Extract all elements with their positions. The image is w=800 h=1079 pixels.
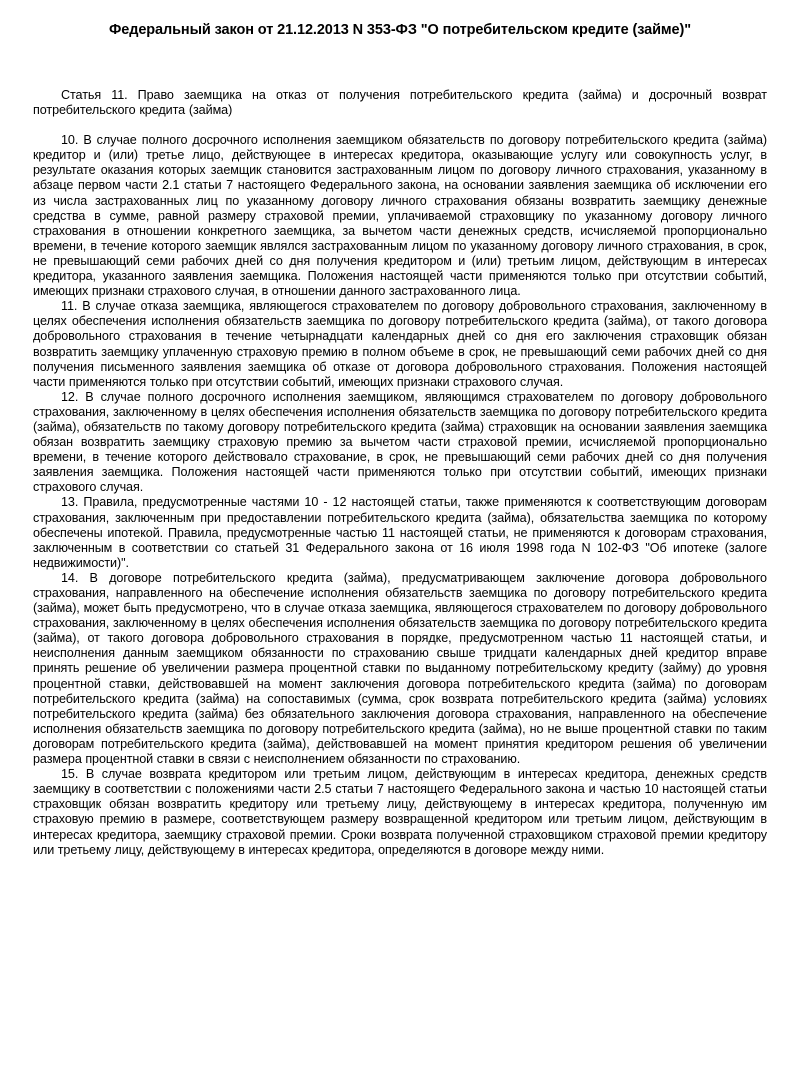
document-body (0, 88, 800, 858)
paragraph-15: 15. В случае возврата кредитором или третьим лицом, действующим в интересах кредитора, денежных средств заемщику в соответствии с положениями части 2.5 статьи 7 настоящего Федерального закона и частью 10 настоящей статьи страховщик обязан возвратить кредитору или третьему лицу, действующему в интересах кредитора, полученную им страховую премию в размере, соответствующем размеру возвращенной кредитором или третьим лицом, действующим в интересах кредитора, заемщику страховой премии. Сроки возврата полученной страховщиком страховой премии кредитору или третьему лицу, действующему в интересах кредитора, определяются в договоре между ними. (33, 767, 767, 857)
paragraph-14: 14. В договоре потребительского кредита (займа), предусматривающем заключение договора добровольного страхования, направленного на обеспечение исполнения обязательств заемщика по договору потребительского кредита (займа), может быть предусмотрено, что в случае отказа заемщика, являющегося страхователем по договору добровольного страхования, заключенному в целях обеспечения исполнения обязательств заемщика по договору потребительского кредита (займа), от такого договора добровольного страхования в порядке, предусмотренном частью 11 настоящей статьи, и неисполнения данным заемщиком обязанности по страхованию свыше тридцати календарных дней кредитор вправе принять решение об увеличении размера процентной ставки по выданному потребительскому кредиту (займу) до уровня процентной ставки, действовавшей на момент заключения договора потребительского кредита (займа) по договорам потребительского кредита (займа) на сопоставимых (сумма, срок возврата потребительского кредита (займа) условиях потребительского кредита (займа) без обязательного заключения договора страхования, направленного на обеспечение исполнения обязательств заемщика по договору потребительского кредита (займа), но не выше процентной ставки по таким договорам потребительского кредита (займа), действовавшей на момент принятия кредитором решения об увеличении размера процентной ставки в связи с неисполнением обязанности по страхованию. (33, 570, 767, 767)
paragraph-13: 13. Правила, предусмотренные частями 10 - 12 настоящей статьи, также применяются к соответствующим договорам страхования, заключенным при предоставлении потребительского кредита (займа), обязательства заемщика по которому обеспечены ипотекой. Правила, предусмотренные частью 11 настоящей статьи, не применяются к договорам страхования, заключенным в соответствии со статьей 31 Федерального закона от 16 июля 1998 года N 102-ФЗ "Об ипотеке (залоге недвижимости)". (33, 495, 767, 570)
article-heading: Статья 11. Право заемщика на отказ от получения потребительского кредита (займа) и досрочный возврат потребительского кредита (займа) (33, 88, 767, 118)
paragraph-10: 10. В случае полного досрочного исполнения заемщиком обязательств по договору потребительского кредита (займа) кредитор и (или) третье лицо, действующее в интересах кредитора, оказывающие услугу или совокупность услуг, в результате оказания которых заемщик становится застрахованным лицом по договору личного страхования, указанному в абзаце первом части 2.1 статьи 7 настоящего Федерального закона, на основании заявления заемщика об исключении его из числа застрахованных лиц по указанному договору личного страхования обязаны возвратить заемщику денежные средства в сумме, равной размеру страховой премии, уплачиваемой страховщику по указанному договору личного страхования в отношении конкретного заемщика, за вычетом части денежных средств, исчисляемой пропорционально времени, в течение которого заемщик являлся застрахованным лицом по указанному договору личного страхования, в срок, не превышающий семи рабочих дней со дня получения кредитором и (или) третьим лицом, действующим в интересах кредитора, указанного заявления заемщика. Положения настоящей части применяются только при отсутствии событий, имеющих признаки страхового случая, в отношении данного застрахованного лица. (33, 133, 767, 299)
page-title: Федеральный закон от 21.12.2013 N 353-ФЗ "О потребительском кредите (займе)" (108, 22, 692, 38)
paragraph-11: 11. В случае отказа заемщика, являющегося страхователем по договору добровольного страхования, заключенному в целях обеспечения исполнения обязательств заемщика по договору потребительского кредита (займа), от такого договора добровольного страхования в течение четырнадцати календарных дней со дня его заключения страховщик обязан возвратить заемщику уплаченную страховую премию в полном объеме в срок, не превышающий семи рабочих дней со дня получения письменного заявления заемщика об отказе от договора добровольного страхования. Положения настоящей части применяются только при отсутствии событий, имеющих признаки страхового случая. (33, 299, 767, 389)
paragraph-12: 12. В случае полного досрочного исполнения заемщиком, являющимся страхователем по договору добровольного страхования, заключенному в целях обеспечения исполнения обязательств заемщика по договору потребительского кредита (займа), обязательств по такому договору потребительского кредита (займа) страховщик на основании заявления заемщика обязан возвратить заемщику страховую премию за вычетом части страховой премии, исчисляемой пропорционально времени, в течение которого действовало страхование, в срок, не превышающий семи рабочих дней со дня получения заявления заемщика. Положения настоящей части применяются только при отсутствии событий, имеющих признаки страхового случая. (33, 389, 767, 495)
